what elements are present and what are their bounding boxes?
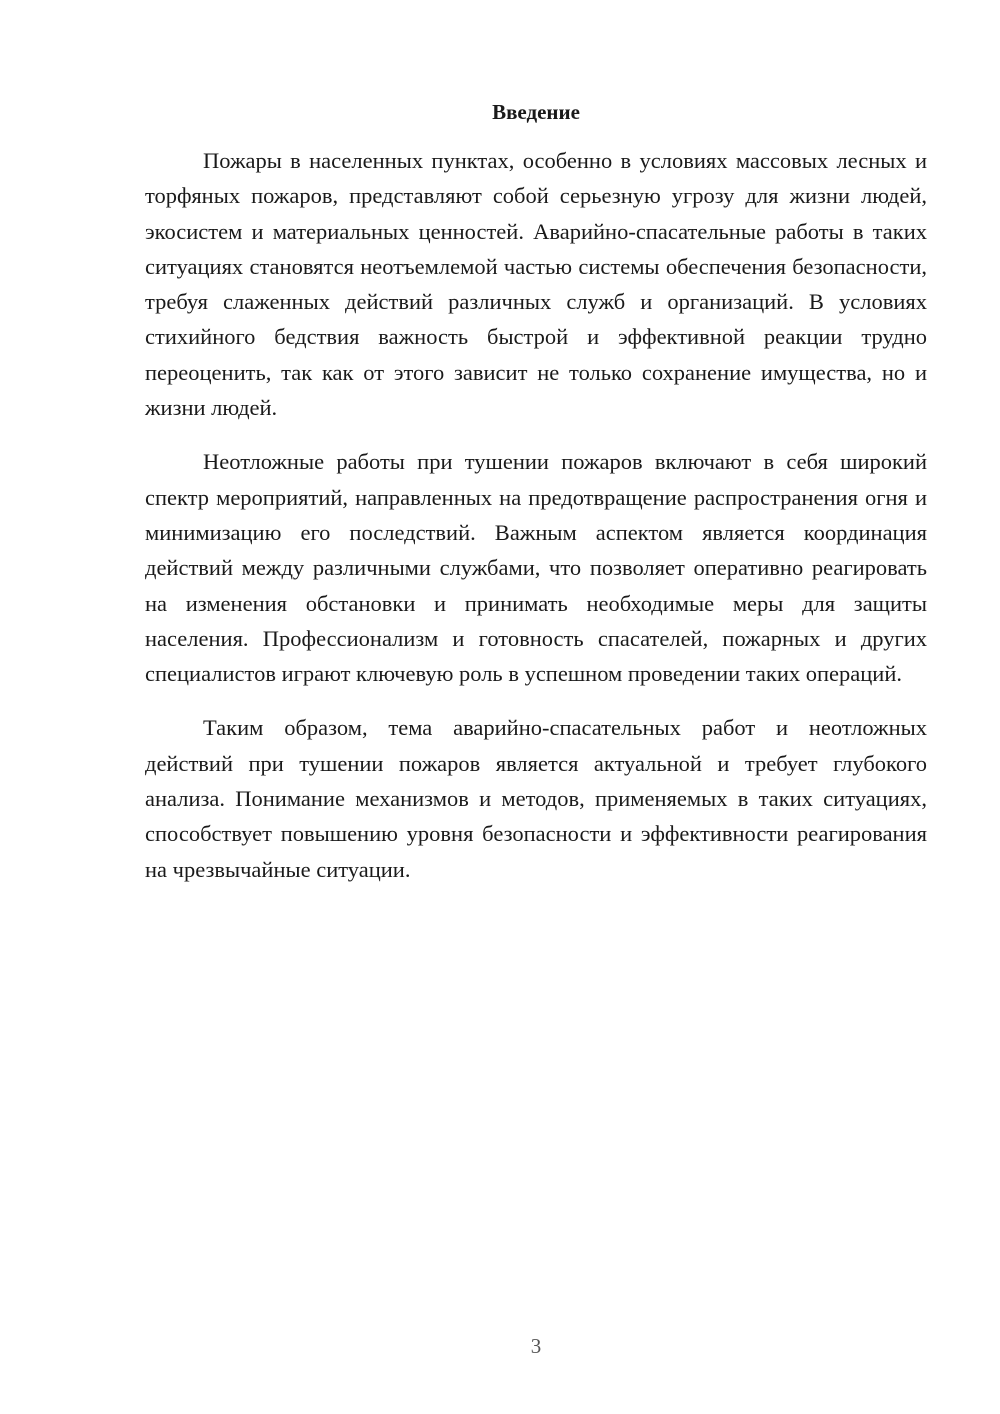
paragraph-1: Пожары в населенных пунктах, особенно в условиях массовых лесных и торфяных пожаров, представляют собой серьезную угрозу для жизни людей, экосистем и материальных ценностей. Аварийно-спасательные работы в таких ситуациях становятся неотъемлемой частью системы обеспечения безопасности, требуя слаженных действий различных служб и организаций. В условиях стихийного бедствия важность быстрой и эффективной реакции трудно переоценить, так как от этого зависит не только сохранение имущества, но и жизни людей. (145, 148, 927, 421)
section-heading: Введение (492, 100, 580, 124)
paragraph-3: Таким образом, тема аварийно-спасательных работ и неотложных действий при тушении пожаров является актуальной и требует глубокого анализа. Понимание механизмов и методов, применяемых в таких ситуациях, способствует повышению уровня безопасности и эффективности реагирования на чрезвычайные ситуации. (145, 715, 927, 882)
body-text (145, 143, 927, 887)
paragraph-2: Неотложные работы при тушении пожаров включают в себя широкий спектр мероприятий, направленных на предотвращение распространения огня и минимизацию его последствий. Важным аспектом является координация действий между различными службами, что позволяет оперативно реагировать на изменения обстановки и принимать необходимые меры для защиты населения. Профессионализм и готовность спасателей, пожарных и других специалистов играют ключевую роль в успешном проведении таких операций. (145, 449, 927, 687)
page-number: 3 (530, 1334, 542, 1358)
